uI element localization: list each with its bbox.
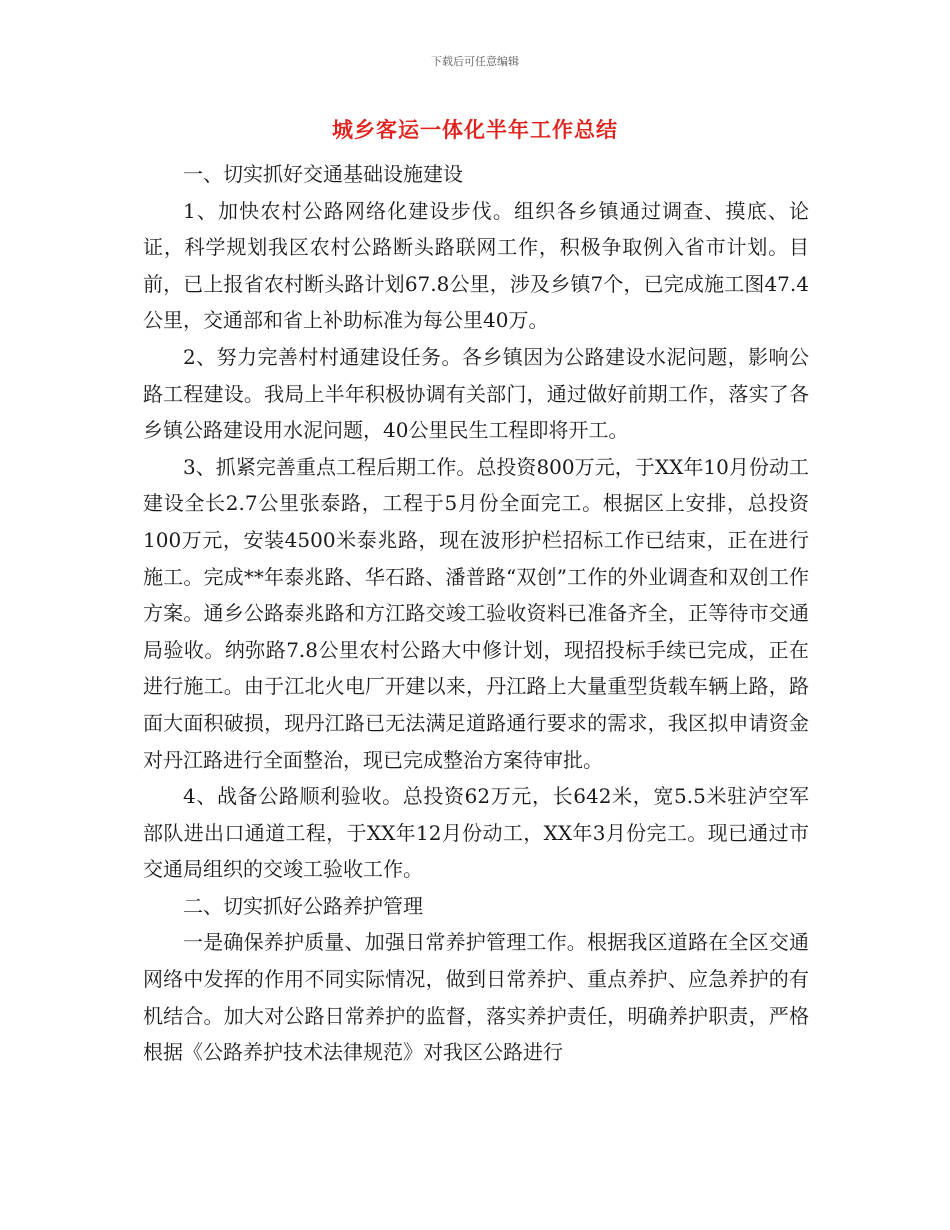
paragraph-2: 2、努力完善村村通建设任务。各乡镇因为公路建设水泥问题，影响公路工程建设。我局上半年积极协调有关部门，通过做好前期工作，落实了各乡镇公路建设用水泥问题，40公里民生工程即将开工。 [143, 344, 809, 443]
paragraph-1: 1、加快农村公路网络化建设步伐。组织各乡镇通过调查、摸底、论证，科学规划我区农村公路断头路联网工作，积极争取例入省市计划。目前，已上报省农村断头路计划67.8公里，涉及乡镇7个，已完成施工图47.4公里，交通部和省上补助标准为每公里40万。 [143, 198, 809, 333]
paragraph-5: 一是确保养护质量、加强日常养护管理工作。根据我区道路在全区交通网络中发挥的作用不同实际情况，做到日常养护、重点养护、应急养护的有机结合。加大对公路日常养护的监督，落实养护责任，明确养护职责，严格根据《公路养护技术法律规范》对我区公路进行 [143, 930, 809, 1065]
paragraph-3: 3、抓紧完善重点工程后期工作。总投资800万元，于XX年10月份动工建设全长2.7公里张泰路，工程于5月份全面完工。根据区上安排，总投资100万元，安装4500米泰兆路，现在波形护栏招标工作已结束，正在进行施工。完成**年泰兆路、华石路、潘普路“双创”工作的外业调查和双创工作方案。通乡公路泰兆路和方江路交竣工验收资料已准备齐全，正等待市交通局验收。纳弥路7.8公里农村公路大中修计划，现招投标手续已完成，正在进行施工。由于江北火电厂开建以来，丹江路上大量重型货载车辆上路，路面大面积破损，现丹江路已无法满足道路通行要求的需求，我区拟申请资金对丹江路进行全面整治，现已完成整治方案待审批。 [143, 454, 809, 772]
document-title: 城乡客运一体化半年工作总结 [332, 118, 618, 142]
section-heading-1: 一、切实抓好交通基础设施建设 [183, 162, 463, 186]
download-note: 下载后可任意编辑 [431, 55, 519, 68]
document-body [143, 156, 809, 1071]
paragraph-4: 4、战备公路顺利验收。总投资62万元，长642米，宽5.5米驻泸空军部队进出口通道工程，于XX年12月份动工，XX年3月份完工。现已通过市交通局组织的交竣工验收工作。 [143, 784, 809, 882]
section-heading-2: 二、切实抓好公路养护管理 [183, 893, 423, 918]
